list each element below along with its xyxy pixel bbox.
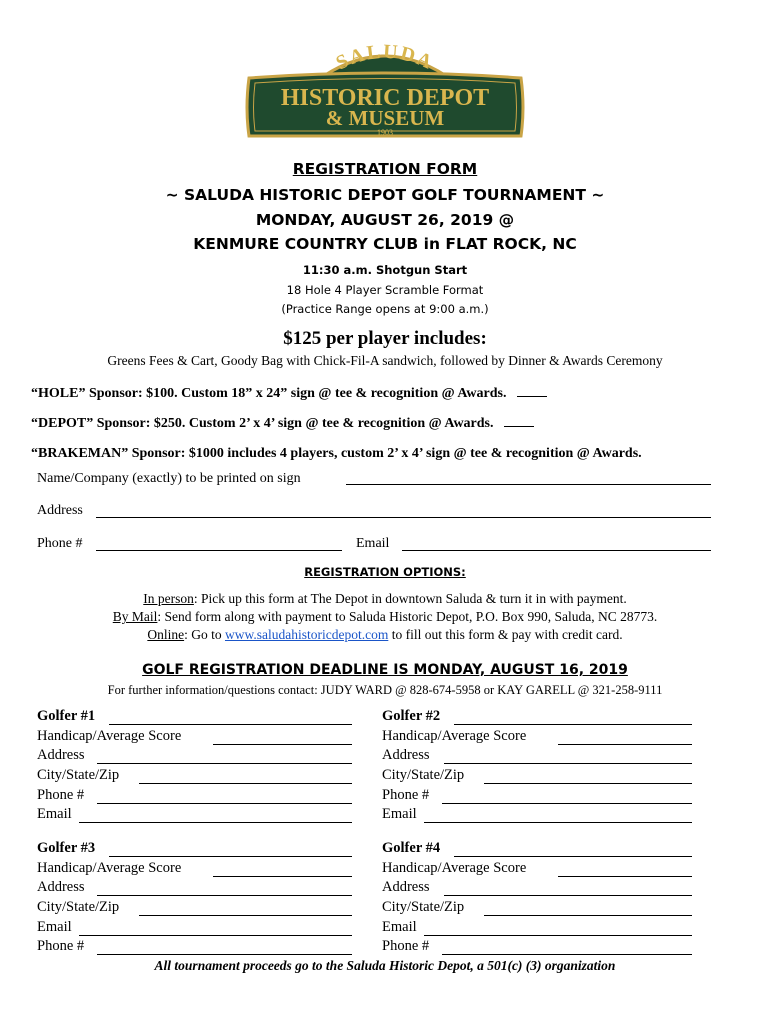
- contact-info: For further information/questions contact: JUDY WARD @ 828-674-5958 or KAY GARELL @ 321-258-9111: [107, 683, 663, 697]
- logo-year: 1903: [377, 128, 393, 137]
- golfer-1-handicap-field[interactable]: [213, 744, 352, 745]
- event-date: MONDAY, AUGUST 26, 2019 @: [255, 211, 515, 229]
- golfer-3-name-field[interactable]: [109, 856, 352, 857]
- phone-field[interactable]: [96, 550, 342, 551]
- format: 18 Hole 4 Player Scramble Format: [286, 283, 484, 297]
- sponsor-depot-check[interactable]: [504, 426, 534, 427]
- logo-line1: HISTORIC DEPOT: [280, 85, 490, 111]
- price-headline: $125 per player includes:: [283, 328, 487, 349]
- email-field[interactable]: [402, 550, 711, 551]
- golfer-1-address-field[interactable]: [97, 763, 352, 764]
- logo-graphic: [245, 38, 525, 138]
- golfer-1-email-field[interactable]: [79, 822, 352, 823]
- form-title: REGISTRATION FORM: [292, 160, 478, 178]
- golfer-4-city-field[interactable]: [484, 915, 692, 916]
- email-label: Email: [356, 536, 390, 551]
- golfer-1-name-field[interactable]: [109, 724, 352, 725]
- start-time: 11:30 a.m. Shotgun Start: [302, 263, 468, 277]
- name-company-field[interactable]: [346, 484, 711, 485]
- golfer-1-phone-label: Phone #: [37, 787, 85, 803]
- name-company-label: Name/Company (exactly) to be printed on sign: [37, 471, 301, 486]
- golfer-2: [382, 708, 692, 828]
- golfer-4-email-label: Email: [382, 919, 417, 935]
- golfer-4-phone-label: Phone #: [382, 938, 430, 954]
- golfer-4-handicap-field[interactable]: [558, 876, 692, 877]
- event-name: ~ SALUDA HISTORIC DEPOT GOLF TOURNAMENT ~: [165, 186, 605, 204]
- golfer-3-phone-label: Phone #: [37, 938, 85, 954]
- golfer-2-phone-label: Phone #: [382, 787, 430, 803]
- name-company-row: [37, 471, 301, 487]
- logo: [245, 38, 525, 138]
- golfer-4-address-field[interactable]: [444, 895, 692, 896]
- golfer-1-phone-field[interactable]: [97, 803, 352, 804]
- golfer-2-name-field[interactable]: [454, 724, 692, 725]
- golfer-2-address-field[interactable]: [444, 763, 692, 764]
- golfer-1-email-label: Email: [37, 806, 72, 822]
- options-heading: REGISTRATION OPTIONS:: [304, 565, 466, 579]
- golfer-2-title: Golfer #2: [382, 708, 441, 724]
- golfer-2-email-field[interactable]: [424, 822, 692, 823]
- golfer-2-city-label: City/State/Zip: [382, 767, 465, 783]
- golfer-2-phone-field[interactable]: [442, 803, 692, 804]
- sponsor-hole: “HOLE” Sponsor: $100. Custom 18” x 24” sign @ tee & recognition @ Awards.: [31, 386, 547, 402]
- address-field[interactable]: [96, 517, 711, 518]
- golfer-4-title: Golfer #4: [382, 840, 441, 856]
- golfer-1-address-label: Address: [37, 747, 85, 763]
- golfer-1-city-label: City/State/Zip: [37, 767, 120, 783]
- golfer-4-handicap-label: Handicap/Average Score: [382, 860, 527, 876]
- golfer-1-title: Golfer #1: [37, 708, 96, 724]
- deadline: GOLF REGISTRATION DEADLINE IS MONDAY, AUGUST 16, 2019: [142, 662, 628, 678]
- golfer-1: [37, 708, 352, 828]
- golfer-3-city-field[interactable]: [139, 915, 352, 916]
- golfer-3: [37, 840, 352, 960]
- golfer-4-address-label: Address: [382, 879, 430, 895]
- golfer-3-address-field[interactable]: [97, 895, 352, 896]
- event-venue: KENMURE COUNTRY CLUB in FLAT ROCK, NC: [193, 235, 577, 253]
- golfer-3-address-label: Address: [37, 879, 85, 895]
- golfer-3-email-label: Email: [37, 919, 72, 935]
- website-link[interactable]: www.saludahistoricdepot.com: [224, 627, 389, 642]
- golfer-3-handicap-label: Handicap/Average Score: [37, 860, 182, 876]
- sponsor-depot: “DEPOT” Sponsor: $250. Custom 2’ x 4’ sign @ tee & recognition @ Awards.: [31, 416, 534, 432]
- golfer-4-email-field[interactable]: [424, 935, 692, 936]
- golfer-3-email-field[interactable]: [79, 935, 352, 936]
- golfer-3-city-label: City/State/Zip: [37, 899, 120, 915]
- logo-line2: & MUSEUM: [325, 106, 445, 130]
- golfer-1-city-field[interactable]: [139, 783, 352, 784]
- option-by-mail: By Mail: Send form along with payment to Saluda Historic Depot, P.O. Box 990, Saluda, NC 28773.: [112, 609, 658, 624]
- golfer-4-phone-field[interactable]: [442, 954, 692, 955]
- golfer-2-city-field[interactable]: [484, 783, 692, 784]
- golfer-2-handicap-label: Handicap/Average Score: [382, 728, 527, 744]
- option-in-person: In person: Pick up this form at The Depot in downtown Saluda & turn it in with payment.: [143, 591, 627, 606]
- golfer-3-phone-field[interactable]: [97, 954, 352, 955]
- golfer-2-address-label: Address: [382, 747, 430, 763]
- golfer-2-email-label: Email: [382, 806, 417, 822]
- logo-top-text: SALUDA: [332, 40, 438, 75]
- golfer-4-city-label: City/State/Zip: [382, 899, 465, 915]
- phone-label: Phone #: [37, 536, 83, 551]
- price-includes: Greens Fees & Cart, Goody Bag with Chick-Fil-A sandwich, followed by Dinner & Awards Ceremony: [107, 353, 663, 368]
- golfer-4-name-field[interactable]: [454, 856, 692, 857]
- golfer-3-title: Golfer #3: [37, 840, 96, 856]
- sponsor-brakeman: “BRAKEMAN” Sponsor: $1000 includes 4 players, custom 2’ x 4’ sign @ tee & recognition @ Awards.: [31, 446, 642, 461]
- golfer-4: [382, 840, 692, 960]
- golfer-3-handicap-field[interactable]: [213, 876, 352, 877]
- golfer-1-handicap-label: Handicap/Average Score: [37, 728, 182, 744]
- address-label: Address: [37, 503, 83, 518]
- sponsor-hole-check[interactable]: [517, 396, 547, 397]
- option-online: Online: Go to www.saludahistoricdepot.com to fill out this form & pay with credit card.: [147, 627, 623, 642]
- footer-note: All tournament proceeds go to the Saluda Historic Depot, a 501(c) (3) organization: [154, 958, 616, 973]
- golfer-2-handicap-field[interactable]: [558, 744, 692, 745]
- practice-range: (Practice Range opens at 9:00 a.m.): [281, 302, 489, 316]
